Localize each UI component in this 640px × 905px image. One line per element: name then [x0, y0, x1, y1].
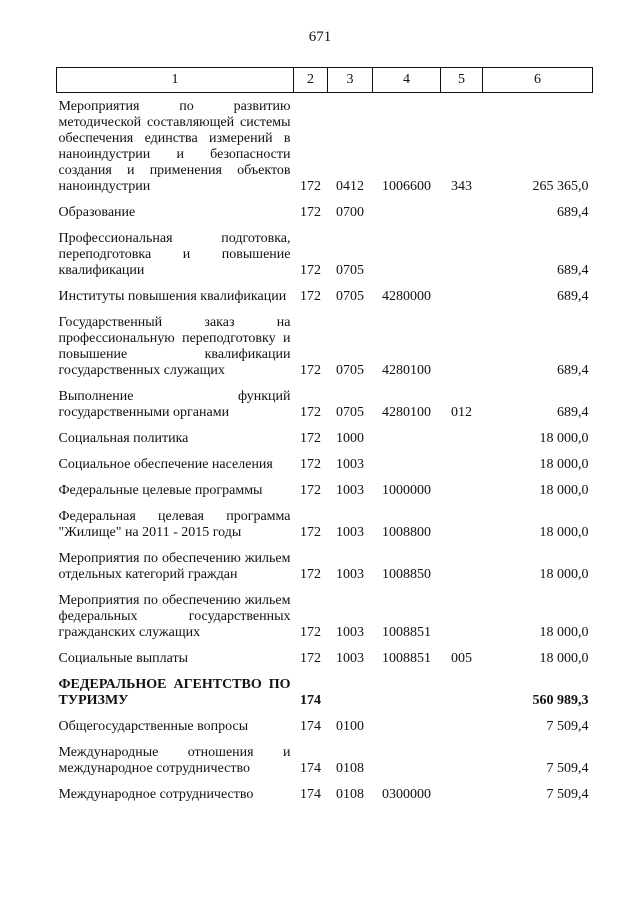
row-name: Образование: [58, 205, 136, 220]
row-amount: 7 509,4: [546, 761, 589, 776]
row-expense-type: [441, 199, 483, 225]
row-name: Международные отношения и международное сотрудничество: [58, 745, 291, 776]
row-section-code: 0705: [336, 405, 364, 420]
row-amount: 18 000,0: [539, 625, 589, 640]
row-ministry-code: 172: [300, 405, 321, 420]
row-amount: 18 000,0: [539, 457, 589, 472]
row-name: Институты повышения квалификации: [58, 289, 287, 304]
row-amount: 18 000,0: [539, 431, 589, 446]
row-name: Выполнение функций государственными органами: [58, 389, 291, 420]
row-name: Общегосударственные вопросы: [58, 719, 249, 734]
row-expense-type: [441, 309, 483, 383]
row-target-article: 1008800: [382, 525, 431, 540]
row-ministry-code: 174: [300, 761, 321, 776]
row-name: Социальное обеспечение населения: [58, 457, 273, 472]
row-expense-type: [441, 425, 483, 451]
row-expense-type: [441, 587, 483, 645]
row-ministry-code: 172: [300, 289, 321, 304]
table-row: [57, 587, 593, 645]
row-expense-type: [441, 283, 483, 309]
row-expense-type: 005: [451, 651, 472, 666]
table-row: [57, 739, 593, 781]
row-amount: 689,4: [557, 289, 589, 304]
table-row: [57, 781, 593, 807]
row-name: Социальная политика: [58, 431, 189, 446]
row-name: Федеральные целевые программы: [58, 483, 263, 498]
table-row: [57, 713, 593, 739]
row-section-code: 1003: [336, 525, 364, 540]
table-row: [57, 503, 593, 545]
table-row: [57, 283, 593, 309]
budget-table: [56, 67, 593, 807]
table-row: [57, 383, 593, 425]
row-section-code: 0705: [336, 263, 364, 278]
row-target-article: [373, 451, 441, 477]
row-name: Мероприятия по обеспечению жильем отдельных категорий граждан: [58, 551, 291, 582]
row-section-code: 1003: [336, 625, 364, 640]
row-expense-type: [441, 225, 483, 283]
row-expense-type: [441, 781, 483, 807]
row-expense-type: [441, 545, 483, 587]
row-target-article: 1006600: [382, 179, 431, 194]
row-name: Международное сотрудничество: [58, 787, 254, 802]
row-name: Федеральная целевая программа "Жилище" на 2011 - 2015 годы: [58, 509, 291, 540]
row-amount: 18 000,0: [539, 567, 589, 582]
row-name: Профессиональная подготовка, переподготовка и повышение квалификации: [58, 231, 291, 278]
row-target-article: [373, 425, 441, 451]
row-amount: 7 509,4: [546, 787, 589, 802]
row-ministry-code: 172: [300, 263, 321, 278]
row-section-code: [328, 671, 373, 713]
row-target-article: 1008851: [382, 651, 431, 666]
row-amount: 689,4: [557, 405, 589, 420]
row-target-article: 1008850: [382, 567, 431, 582]
row-ministry-code: 172: [300, 179, 321, 194]
row-ministry-code: 172: [300, 567, 321, 582]
row-name: Мероприятия по развитию методической составляющей системы обеспечения единства измерений в наноиндустрии и безопасности создания и применения объектов наноиндустрии: [58, 99, 291, 194]
table-row: [57, 309, 593, 383]
row-expense-type: 343: [451, 179, 472, 194]
row-ministry-code: 172: [300, 457, 321, 472]
row-amount: 265 365,0: [532, 179, 589, 194]
row-target-article: [373, 671, 441, 713]
row-section-code: 0100: [336, 719, 364, 734]
row-section-code: 0412: [336, 179, 364, 194]
row-ministry-code: 174: [300, 787, 321, 802]
row-expense-type: [441, 503, 483, 545]
table-row: [57, 425, 593, 451]
row-ministry-code: 172: [300, 625, 321, 640]
row-amount: 7 509,4: [546, 719, 589, 734]
row-ministry-code: 174: [300, 719, 321, 734]
header-col-5: 5: [441, 68, 483, 93]
table-row: [57, 93, 593, 200]
header-col-3: 3: [328, 68, 373, 93]
row-section-code: 1003: [336, 651, 364, 666]
table-row: [57, 671, 593, 713]
row-target-article: [373, 739, 441, 781]
row-amount: 689,4: [557, 205, 589, 220]
row-expense-type: 012: [451, 405, 472, 420]
row-target-article: [373, 199, 441, 225]
page-number: 671: [308, 29, 332, 45]
row-expense-type: [441, 713, 483, 739]
row-section-code: 0700: [336, 205, 364, 220]
row-target-article: [373, 225, 441, 283]
row-section-code: 1003: [336, 567, 364, 582]
row-ministry-code: 172: [300, 205, 321, 220]
row-section-code: 1000: [336, 431, 364, 446]
row-expense-type: [441, 671, 483, 713]
row-amount: 689,4: [557, 363, 589, 378]
row-name: Социальные выплаты: [58, 651, 189, 666]
row-ministry-code: 172: [300, 483, 321, 498]
table-row: [57, 225, 593, 283]
row-section-code: 1003: [336, 457, 364, 472]
row-section-code: 0108: [336, 761, 364, 776]
row-ministry-code: 172: [300, 431, 321, 446]
row-amount: 689,4: [557, 263, 589, 278]
row-expense-type: [441, 451, 483, 477]
table-row: [57, 477, 593, 503]
row-amount: 560 989,3: [532, 693, 589, 708]
row-name: ФЕДЕРАЛЬНОЕ АГЕНТСТВО ПО ТУРИЗМУ: [58, 677, 291, 708]
row-section-code: 1003: [336, 483, 364, 498]
row-target-article: 4280100: [382, 405, 431, 420]
row-ministry-code: 174: [300, 693, 321, 708]
table-row: [57, 199, 593, 225]
row-ministry-code: 172: [300, 651, 321, 666]
row-target-article: 0300000: [382, 787, 431, 802]
row-expense-type: [441, 477, 483, 503]
row-expense-type: [441, 739, 483, 781]
row-section-code: 0705: [336, 289, 364, 304]
row-target-article: 1008851: [382, 625, 431, 640]
row-section-code: 0705: [336, 363, 364, 378]
row-section-code: 0108: [336, 787, 364, 802]
header-col-6: 6: [483, 68, 593, 93]
row-name: Государственный заказ на профессиональную переподготовку и повышение квалификации государственных служащих: [58, 315, 291, 378]
header-col-1: 1: [57, 68, 294, 93]
row-amount: 18 000,0: [539, 525, 589, 540]
row-ministry-code: 172: [300, 525, 321, 540]
row-target-article: 4280000: [382, 289, 431, 304]
row-amount: 18 000,0: [539, 483, 589, 498]
table-row: [57, 451, 593, 477]
row-target-article: 4280100: [382, 363, 431, 378]
row-ministry-code: 172: [300, 363, 321, 378]
row-target-article: [373, 713, 441, 739]
table-row: [57, 645, 593, 671]
row-amount: 18 000,0: [539, 651, 589, 666]
row-target-article: 1000000: [382, 483, 431, 498]
row-name: Мероприятия по обеспечению жильем федеральных государственных гражданских служащих: [58, 593, 291, 640]
header-col-4: 4: [373, 68, 441, 93]
header-col-2: 2: [294, 68, 328, 93]
header-row: [57, 68, 593, 93]
table-row: [57, 545, 593, 587]
